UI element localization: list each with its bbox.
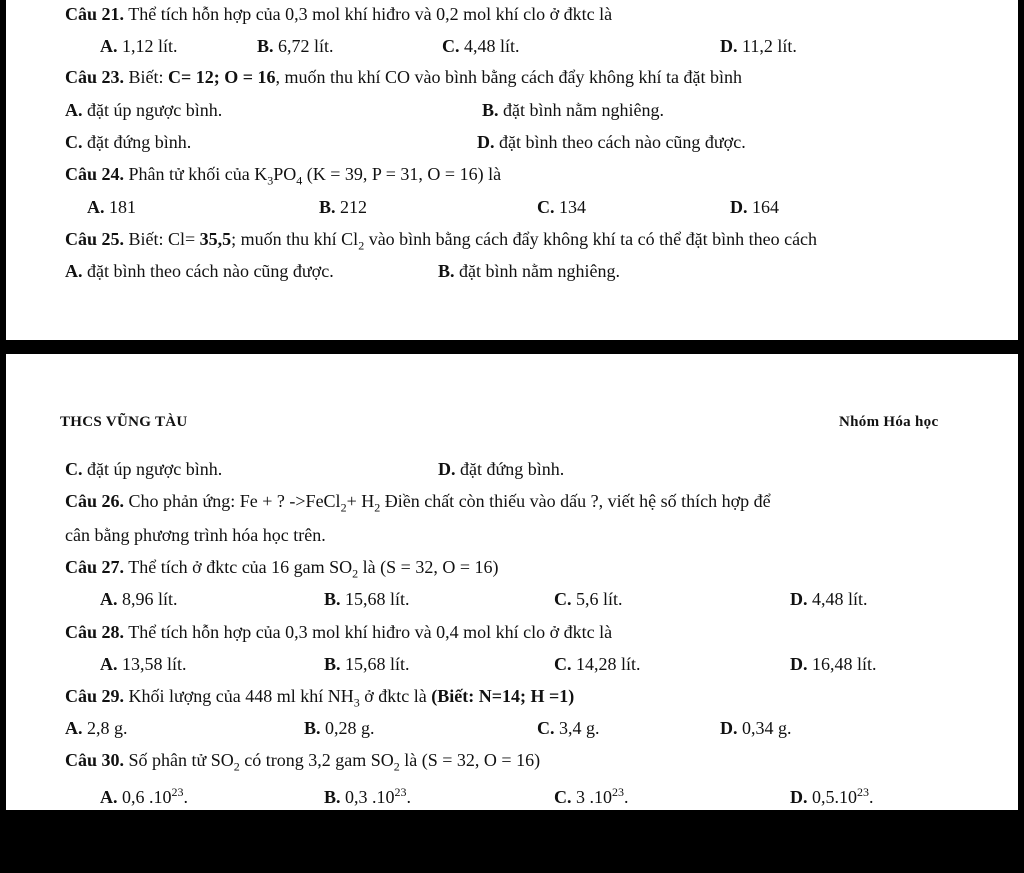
question-24: Câu 24. Phân tử khối của $K_3PO_4$ (K = 39, P = 31, O = 16) là (65, 164, 502, 188)
question-label: Câu 28. (65, 622, 125, 642)
option-c: C. đặt đứng bình. (65, 132, 192, 152)
question-label: Câu 29. (65, 686, 125, 706)
question-23: Câu 23. Biết: C= 12; O = 16, muốn thu khí CO vào bình bằng cách đẩy không khí ta đặt bình (65, 67, 742, 87)
question-26: Câu 26. Cho phản ứng: Fe + ? ->FeCl$_2$+ $H_2$ Điền chất còn thiếu vào dấu ?, viết hệ số thích hợp để (65, 491, 771, 515)
question-label: Câu 26. (65, 491, 125, 511)
question-label: Câu 30. (65, 750, 125, 770)
question-label: Câu 23. (65, 67, 125, 87)
option-a: A. 181 (87, 197, 136, 217)
option-d: D. 16,48 lít. (790, 654, 877, 674)
option-c: C. 134 (537, 197, 586, 217)
question-label: Câu 24. (65, 164, 125, 184)
question-30: Câu 30. Số phân tử $SO_2$ có trong 3,2 gam $SO_2$ là (S = 32, O = 16) (65, 750, 541, 774)
worksheet-page-top (6, 0, 1018, 340)
school-header: THCS VŨNG TÀU (60, 414, 188, 430)
group-header: Nhóm Hóa học (839, 414, 939, 430)
question-28: Câu 28. Thể tích hỗn hợp của 0,3 mol khí hiđro và 0,4 mol khí clo ở đktc là (65, 622, 613, 642)
option-d: D. 0,34 g. (720, 718, 792, 738)
option-d: D. 164 (730, 197, 779, 217)
option-b: B. 6,72 lít. (257, 36, 334, 56)
option-c: C. 4,48 lít. (442, 36, 520, 56)
option-b: B. 0,28 g. (304, 718, 375, 738)
option-b: B. 15,68 lít. (324, 654, 410, 674)
question-21 (65, 3, 612, 25)
option-a: A. 1,12 lít. (100, 36, 178, 56)
option-d: D. 4,48 lít. (790, 589, 868, 609)
option-c: C. đặt úp ngược bình. (65, 459, 223, 479)
option-c: C. 14,28 lít. (554, 654, 641, 674)
question-label: Câu 27. (65, 557, 125, 577)
option-d: D. 11,2 lít. (720, 36, 797, 56)
option-a: A. đặt bình theo cách nào cũng được. (65, 261, 334, 281)
option-b: B. 15,68 lít. (324, 589, 410, 609)
question-label: Câu 25. (65, 229, 125, 249)
option-d: D. 0,5.10$^{23}$. (790, 785, 874, 807)
option-a: A. 2,8 g. (65, 718, 128, 738)
option-a: A. đặt úp ngược bình. (65, 100, 223, 120)
option-c: C. 3 $.10^{23}$. (554, 785, 629, 807)
option-d: D. đặt đứng bình. (438, 459, 565, 479)
option-a: A. 0,6 $.10^{23}$. (100, 785, 188, 807)
option-b: B. 212 (319, 197, 368, 217)
option-a: A. 8,96 lít. (100, 589, 178, 609)
option-c: C. 3,4 g. (537, 718, 600, 738)
question-26-line-2: cân bằng phương trình hóa học trên. (65, 525, 326, 545)
option-b: B. đặt bình nằm nghiêng. (482, 100, 664, 120)
question-29: Câu 29. Khối lượng của 448 ml khí $NH_3$ ở đktc là (Biết: N=14; H =1) (65, 686, 575, 710)
question-25: Câu 25. Biết: Cl= 35,5; muốn thu khí $Cl_2$ vào bình bằng cách đẩy không khí ta có thể đặt bình theo cách (65, 229, 818, 253)
option-b: B. 0,3 $.10^{23}$. (324, 785, 412, 807)
question-27: Câu 27. Thể tích ở đktc của 16 gam $SO_2$ là (S = 32, O = 16) (65, 557, 499, 581)
option-c: C. 5,6 lít. (554, 589, 623, 609)
option-a: A. 13,58 lít. (100, 654, 187, 674)
option-b: B. đặt bình nằm nghiêng. (438, 261, 620, 281)
question-text: Thể tích hỗn hợp của 0,3 mol khí hiđro và 0,2 mol khí clo ở đktc là (128, 4, 613, 24)
question-label: Câu 21. (65, 4, 125, 24)
worksheet-page-bottom (6, 354, 1018, 810)
option-d: D. đặt bình theo cách nào cũng được. (477, 132, 746, 152)
